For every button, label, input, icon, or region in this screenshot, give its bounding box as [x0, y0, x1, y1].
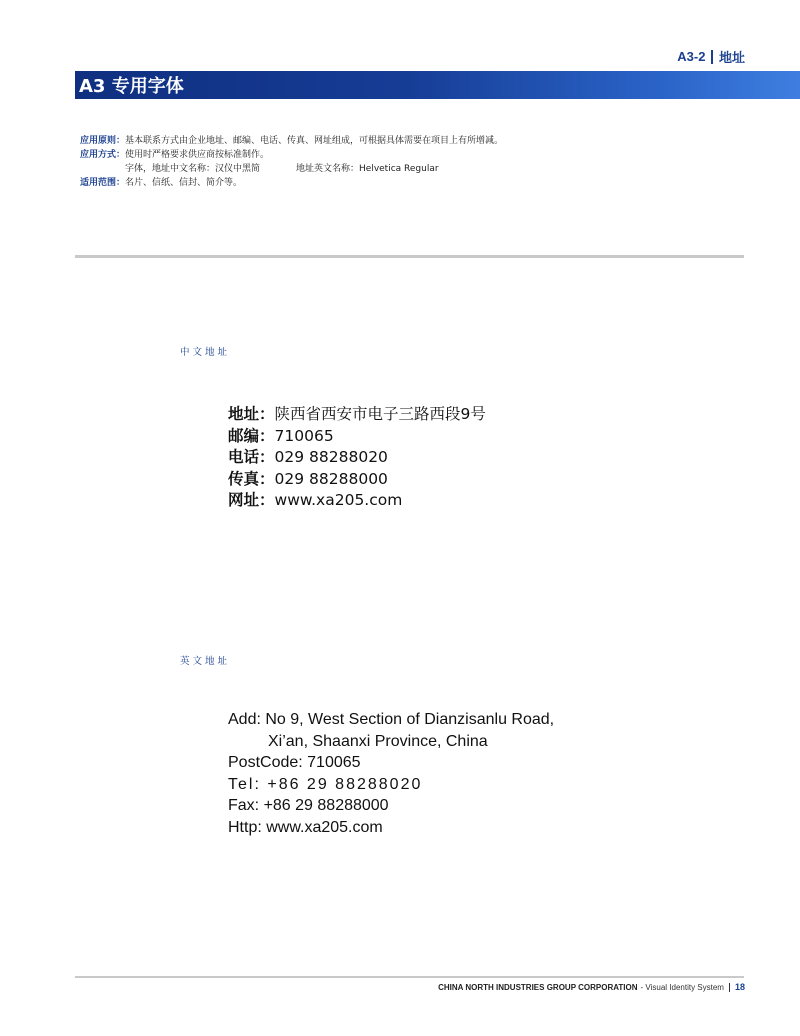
website-row: [228, 490, 486, 512]
address-row: [228, 404, 486, 426]
footer: [438, 982, 745, 992]
font-en-spec: 地址英文名称：Helvetica Regular: [296, 164, 439, 174]
http-line: Http: www.xa205.com: [228, 818, 383, 836]
scope-row: [80, 176, 760, 190]
address-line-continued: Xi’an, Shaanxi Province, China: [268, 732, 488, 750]
address-line: Add: No 9, West Section of Dianzisanlu Road,: [228, 711, 555, 728]
chinese-address-label: 中文地址: [180, 347, 231, 358]
top-divider: [75, 255, 744, 258]
title-bar: [75, 71, 800, 99]
english-address-block: [228, 709, 554, 838]
fax-value: 029 88288000: [274, 469, 388, 488]
page-number: 18: [734, 982, 745, 992]
principle-row: [80, 134, 760, 148]
postcode-line: PostCode: 710065: [228, 754, 361, 771]
scope-text: 名片、信纸、信封、简介等。: [125, 178, 243, 188]
section-divider: [711, 50, 713, 64]
intro-block: [80, 134, 760, 190]
method-text: 使用时严格要求供应商按标准制作。: [125, 150, 270, 160]
fax-row: [228, 469, 486, 491]
phone-value: 029 88288020: [274, 448, 388, 466]
phone-row: [228, 447, 486, 469]
section-name: 地址: [718, 50, 745, 65]
footer-corporation: CHINA NORTH INDUSTRIES GROUP CORPORATION: [438, 982, 638, 992]
section-code: [677, 47, 745, 66]
postcode-row: [228, 426, 486, 448]
english-address-label: 英文地址: [180, 656, 231, 667]
font-spec-row: [80, 162, 760, 176]
font-cn-spec: 字体，地址中文名称：汉仪中黑简: [125, 164, 261, 174]
postcode-value: 710065: [274, 426, 334, 445]
footer-system: - Visual Identity System: [640, 982, 724, 992]
fax-key: 传真：: [228, 469, 275, 488]
address-value: 陕西省西安市电子三路西段9号: [274, 405, 486, 423]
chinese-address-block: [228, 404, 486, 512]
scope-label: 适用范围：: [80, 178, 126, 188]
principle-label: 应用原则：: [80, 136, 126, 146]
method-row: [80, 148, 760, 162]
method-label: 应用方式：: [80, 150, 126, 160]
page-title: A3 专用字体: [79, 76, 184, 97]
tel-line: Tel: +86 29 88288020: [228, 775, 423, 793]
website-value: www.xa205.com: [274, 491, 403, 509]
postcode-key: 邮编：: [228, 426, 275, 445]
bottom-divider: [75, 976, 744, 978]
section-number: A3-2: [677, 49, 706, 64]
principle-text: 基本联系方式由企业地址、邮编、电话、传真、网址组成，可根据具体需要在项目上有所增减。: [125, 136, 504, 146]
footer-divider: [729, 983, 730, 992]
phone-key: 电话：: [228, 448, 275, 466]
address-key: 地址：: [228, 405, 275, 423]
website-key: 网址：: [228, 491, 275, 509]
fax-line: Fax: +86 29 88288000: [228, 797, 389, 814]
